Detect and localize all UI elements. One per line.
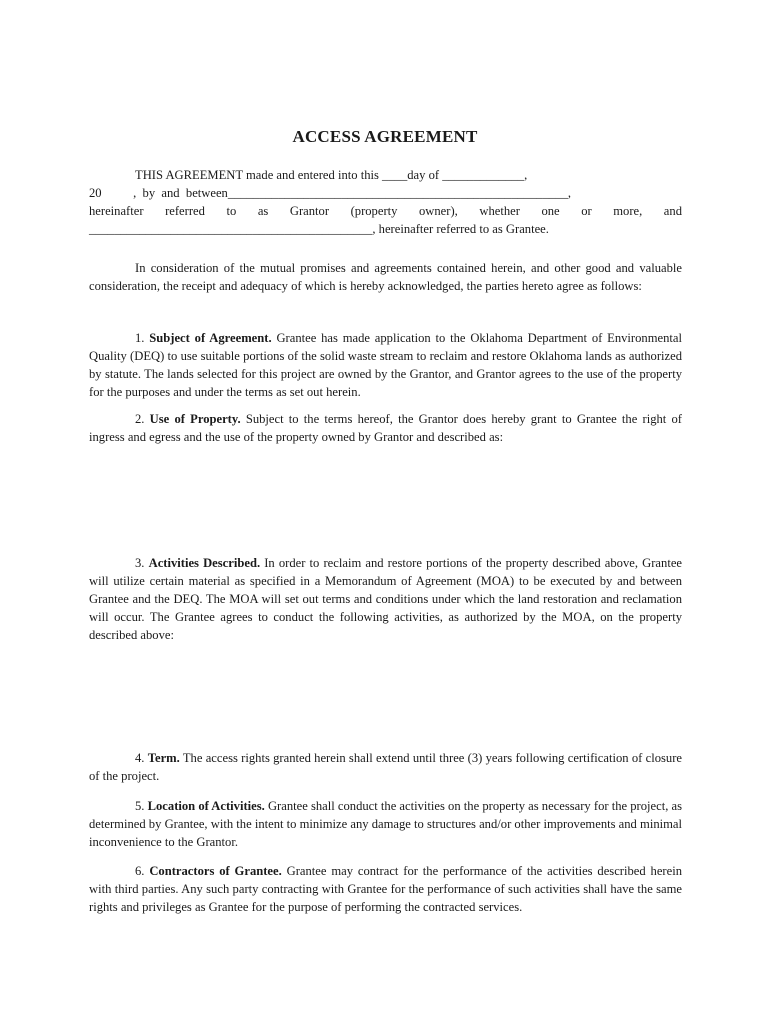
section-3-text: In order to reclaim and restore portions of the property described above, Grantee will utilize certain material as specified in a Memorandum of Agreement (MOA) to be executed by and between Grantee and the DEQ. The MOA will set out terms and conditions under which the land restoration and reclamation will occur. The Grantee agrees to conduct the following activities, as authorized by the MOA, on the property described above: xyxy=(89,556,682,642)
section-6 xyxy=(89,862,682,916)
section-3-number: 3. xyxy=(135,556,145,570)
section-6-text: Grantee may contract for the performance of the activities described herein with third parties. Any such party contracting with Grantee for the performance of such activities shall have the same rights and privileges as Grantee for the purpose of performing the contracted services. xyxy=(89,864,682,914)
section-5-number: 5. xyxy=(135,799,145,813)
section-4 xyxy=(89,749,682,785)
preamble-line-2: 20 , by and between______________________________________________________, xyxy=(89,186,572,200)
section-3-heading: Activities Described. xyxy=(148,556,261,570)
section-5-heading: Location of Activities. xyxy=(147,799,265,813)
section-4-text: The access rights granted herein shall extend until three (3) years following certification of closure of the project. xyxy=(89,751,682,783)
section-2-heading: Use of Property. xyxy=(149,412,241,426)
section-1-number: 1. xyxy=(135,331,145,345)
section-2-text: Subject to the terms hereof, the Grantor does hereby grant to Grantee the right of ingress and egress and the use of the property owned by Grantor and described as: xyxy=(89,412,682,444)
section-4-heading: Term. xyxy=(147,751,180,765)
preamble-line-3: hereinafter referred to as Grantor (property owner), whether one or more, and xyxy=(89,204,682,218)
section-2 xyxy=(89,410,682,446)
preamble-line-4: _____________________________________________, hereinafter referred to as Grantee. xyxy=(89,222,549,236)
document-title: ACCESS AGREEMENT xyxy=(292,127,478,146)
section-1-text: Grantee has made application to the Oklahoma Department of Environmental Quality (DEQ) to use suitable portions of the solid waste stream to reclaim and restore Oklahoma lands as authorized by statute. The lands selected for this project are owned by the Grantor, and Grantor agrees to the use of the property for the purposes and under the terms as set out herein. xyxy=(89,331,682,399)
consideration-paragraph: In consideration of the mutual promises and agreements contained herein, and other good and valuable consideration, the receipt and adequacy of which is hereby acknowledged, the parties hereto agree as follows: xyxy=(89,261,682,293)
section-3 xyxy=(89,554,682,644)
section-5-text: Grantee shall conduct the activities on the property as necessary for the project, as determined by Grantee, with the intent to minimize any damage to structures and/or other improvements and minimal inconvenience to the Grantor. xyxy=(89,799,682,849)
section-1-heading: Subject of Agreement. xyxy=(149,331,272,345)
section-4-number: 4. xyxy=(135,751,145,765)
section-6-number: 6. xyxy=(135,864,145,878)
section-5 xyxy=(89,797,682,851)
section-6-heading: Contractors of Grantee. xyxy=(149,864,282,878)
section-1 xyxy=(89,329,682,401)
preamble-line-1: THIS AGREEMENT made and entered into this ____day of _____________, xyxy=(135,168,528,182)
section-2-number: 2. xyxy=(135,412,145,426)
preamble xyxy=(89,166,682,238)
